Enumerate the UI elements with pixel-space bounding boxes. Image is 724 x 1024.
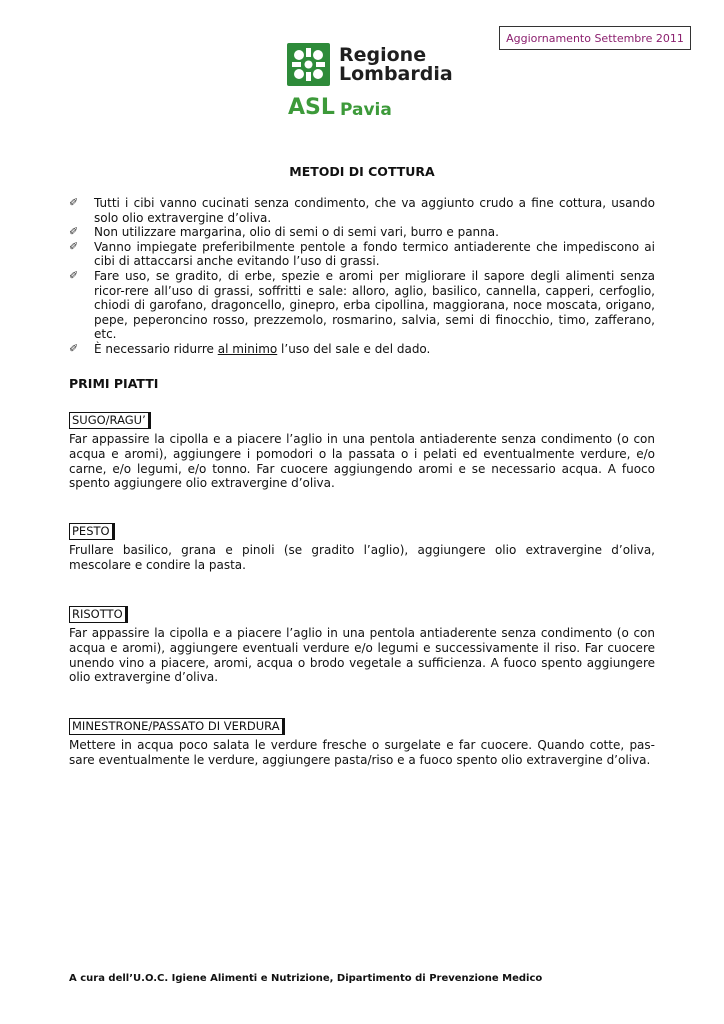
list-item-text: È necessario ridurre [94,341,218,356]
section-title: PRIMI PIATTI [69,376,159,391]
list-item-text: Vanno impiegate preferibilmente pentole a fondo termico antiaderente che impediscono ai cibi di attaccarsi anche evitando l’uso di grassi. [94,239,655,269]
lombardia-rose-icon [287,43,330,86]
list-item-text: Tutti i cibi vanno cucinati senza condimento, che va aggiunto crudo a fine cottura, usando solo olio extravergine d’oliva. [94,196,655,225]
recipe-minestrone [69,715,655,768]
list-item [69,225,655,240]
pencil-icon: ✐ [69,341,79,355]
list-item-text: l’uso del sale e del dado. [277,341,431,356]
list-item-text: Fare uso, se gradito, di erbe, spezie e aromi per migliorare il sapore degli alimenti senza ricor-rere all’uso di grassi, soffritti e sale: alloro, aglio, basilico, cannella, capperi, cerfoglio, chiodi di garofano, dragoncello, ginepro, erba cipollina, maggiorana, noce moscata, origano, pepe, peperoncino rosso, prezzemolo, rosmarino, salvia, semi di finocchio, timo, zafferano, etc. [94,268,655,342]
recipe-label: RISOTTO [69,606,128,623]
list-item [69,196,655,225]
document-title: METODI DI COTTURA [289,164,435,179]
recipe-text: Far appassire la cipolla e a piacere l’aglio in una pentola antiaderente senza condimento (o con acqua e aromi), aggiungere i pomodori o la passata o i pelati ed eventualmente verdure, e/o carne, e/o legumi, e/o tonno. Far cuocere aggiungendo aromi e se necessario acqua. A fuoco spento aggiungere olio extravergine d’oliva. [69,432,655,491]
underlined-text: al minimo [217,341,278,356]
list-item [69,269,655,342]
recipe-label: SUGO/RAGU’ [69,412,151,429]
recipe-label: PESTO [69,523,115,540]
pencil-icon: ✐ [69,225,79,239]
regione-lombardia-logo [287,43,453,123]
logo-pavia: Pavia [340,100,392,120]
pencil-icon: ✐ [69,239,79,253]
logo-region-name [339,46,453,84]
update-date-text: Aggiornamento Settembre 2011 [506,31,684,45]
footer-credit: A cura dell’U.O.C. Igiene Alimenti e Nutrizione, Dipartimento di Prevenzione Medico [69,973,543,984]
recipe-sugo [69,409,655,491]
pencil-icon: ✐ [69,196,79,209]
logo-region-line1: Regione [339,44,427,66]
recipe-label: MINESTRONE/PASSATO DI VERDURA [69,718,285,735]
recipe-text: Far appassire la cipolla e a piacere l’aglio in una pentola antiaderente senza condimento (o con acqua e aromi), aggiungere eventuali verdure e/o legumi e successivamente il riso. Far cuocere unendo vino a piacere, aromi, acqua o brodo vegetale a sufficienza. A fuoco spento aggiungere olio extravergine d’oliva. [69,626,655,685]
list-item-text: Non utilizzare margarina, olio di semi o di semi vari, burro e panna. [94,225,499,240]
list-item [69,342,655,357]
pencil-icon: ✐ [69,268,79,282]
recipe-pesto [69,520,655,573]
recipe-risotto [69,603,655,685]
logo-region-line2: Lombardia [339,63,453,85]
logo-asl: ASL [288,95,335,120]
list-item [69,240,655,269]
cooking-methods-list [69,196,655,357]
recipe-text: Mettere in acqua poco salata le verdure fresche o surgelate e far cuocere. Quando cotte, pas-sare eventualmente le verdure, aggiungere pasta/riso e a fuoco spento olio extravergine d’oliva. [69,738,655,767]
recipe-text: Frullare basilico, grana e pinoli (se gradito l’aglio), aggiungere olio extravergine d’oliva, mescolare e condire la pasta. [69,543,655,572]
update-date-box [499,26,691,50]
